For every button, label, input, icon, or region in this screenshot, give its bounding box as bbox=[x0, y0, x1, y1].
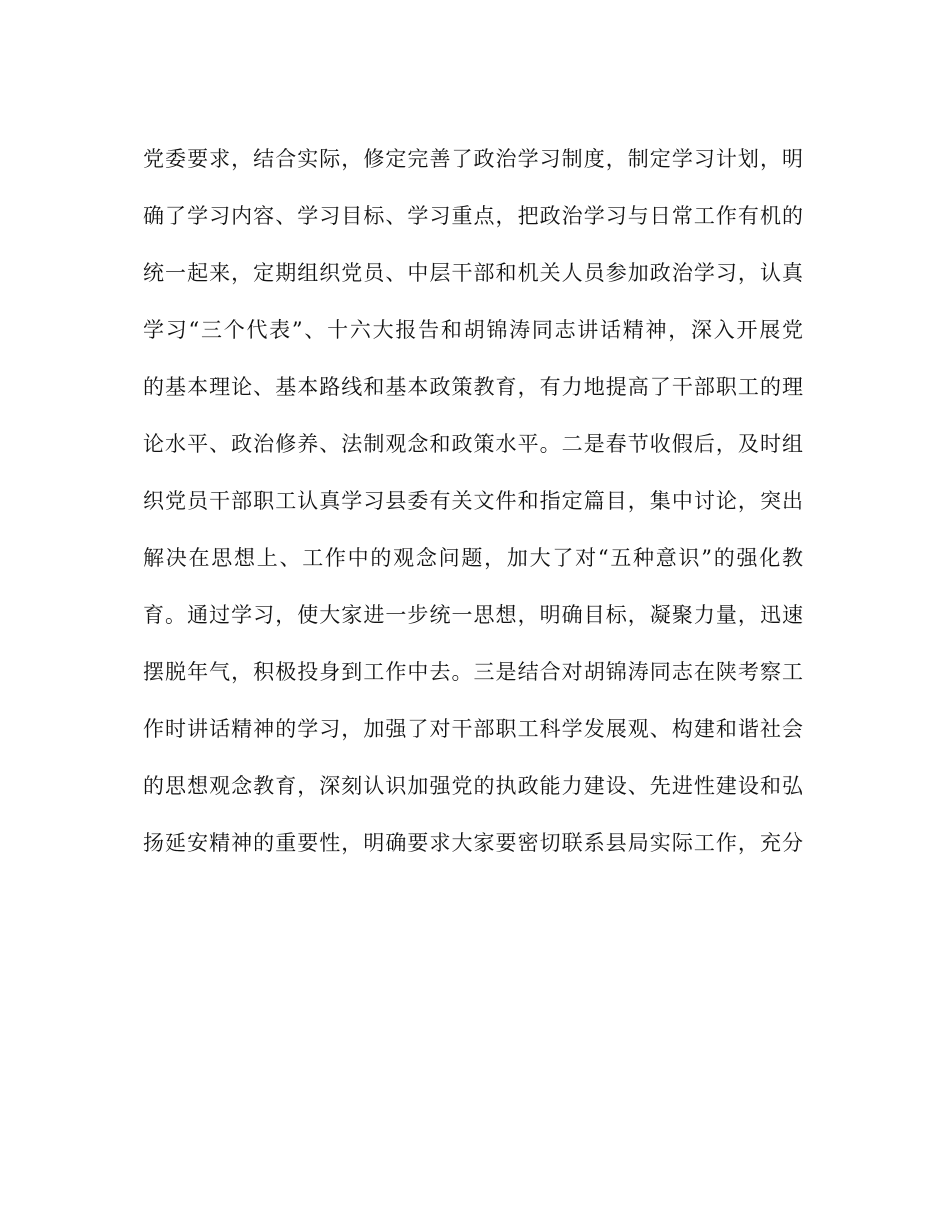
text-line: 织党员干部职工认真学习县委有关文件和指定篇目，集中讨论，突出 bbox=[143, 489, 803, 513]
body-text bbox=[143, 136, 803, 877]
text-line: 育。通过学习，使大家进一步统一思想，明确目标，凝聚力量，迅速 bbox=[143, 603, 803, 627]
text-line: 的基本理论、基本路线和基本政策教育，有力地提高了干部职工的理 bbox=[143, 375, 803, 399]
text-line: 论水平、政治修养、法制观念和政策水平。二是春节收假后，及时组 bbox=[143, 432, 803, 456]
text-line: 统一起来，定期组织党员、中层干部和机关人员参加政治学习，认真 bbox=[143, 261, 803, 285]
text-line: 学习“三个代表”、十六大报告和胡锦涛同志讲话精神，深入开展党 bbox=[143, 318, 803, 342]
text-line: 的思想观念教育，深刻认识加强党的执政能力建设、先进性建设和弘 bbox=[143, 774, 803, 798]
text-line: 解决在思想上、工作中的观念问题，加大了对“五种意识”的强化教 bbox=[143, 546, 803, 570]
text-line: 扬延安精神的重要性，明确要求大家要密切联系县局实际工作，充分 bbox=[143, 831, 803, 855]
text-line: 摆脱年气，积极投身到工作中去。三是结合对胡锦涛同志在陕考察工 bbox=[143, 660, 803, 684]
text-line: 作时讲话精神的学习，加强了对干部职工科学发展观、构建和谐社会 bbox=[143, 717, 803, 741]
text-line: 党委要求，结合实际，修定完善了政治学习制度，制定学习计划，明 bbox=[143, 147, 803, 171]
text-line: 确了学习内容、学习目标、学习重点，把政治学习与日常工作有机的 bbox=[143, 204, 803, 228]
